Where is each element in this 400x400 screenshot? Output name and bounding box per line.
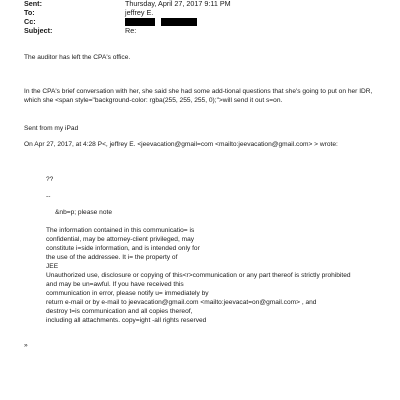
disclaimer-line: return e-mail or by e-mail to jeevacation@gmail.com <mailto:jeevacat=on@gmail.com> , and [46,299,317,306]
disclaimer-line: The information contained in this communicatio= is [46,227,195,234]
disclaimer-line: constitute i=side information, and is intended only for [46,245,200,252]
disclaimer-line: and may be un=awful. If you have received this [46,281,184,288]
disclaimer-line: communication in error, please notify u= immediately by [46,290,209,297]
redaction-box [161,18,197,26]
body-para-line-2: which she <span style="background-color: rgba(255, 255, 255, 0);">will send it out s=on. [24,97,283,104]
subject-label: Subject: [24,26,53,35]
cc-redactions [125,17,197,26]
quote-header: On Apr 27, 2017, at 4:28 P<, jeffrey E. <jeevacation@gmail=com <mailto:jeevacation@gmail.com> > wrote: [24,141,338,148]
disclaimer-line: including all attachments. copy=ight -all rights reserved [46,317,207,324]
disclaimer-line: destroy t=is communication and all copies thereof, [46,308,193,315]
redaction-box [125,18,155,26]
end-mark: » [24,342,28,349]
quoted-question-marks: ?? [46,176,54,183]
to-label: To: [24,8,35,17]
disclaimer-line: confidential, may be attorney-client privileged, may [46,236,195,243]
body-line-auditor: The auditor has left the CPA's office. [24,54,131,61]
quoted-dash: -- [46,193,51,200]
signature-line: Sent from my iPad [24,125,79,132]
disclaimer-line: the use of the addressee. It i= the property of [46,254,178,261]
subject-value: Re: [125,26,137,35]
sent-label: Sent: [24,0,42,8]
cc-label: Cc: [24,17,36,26]
sent-value: Thursday, April 27, 2017 9:11 PM [125,0,231,8]
to-value: jeffrey E. [125,8,154,17]
disclaimer-line: JEE [46,263,59,270]
quoted-note: &nb=p; please note [55,209,113,216]
disclaimer-line: Unauthorized use, disclosure or copying of this<r>communication or any part thereof is strictly prohibited [46,272,351,279]
body-para-line-1: In the CPA's brief conversation with her, she said she had some add-tional questions that she's going to put on her IDR, [24,88,373,95]
